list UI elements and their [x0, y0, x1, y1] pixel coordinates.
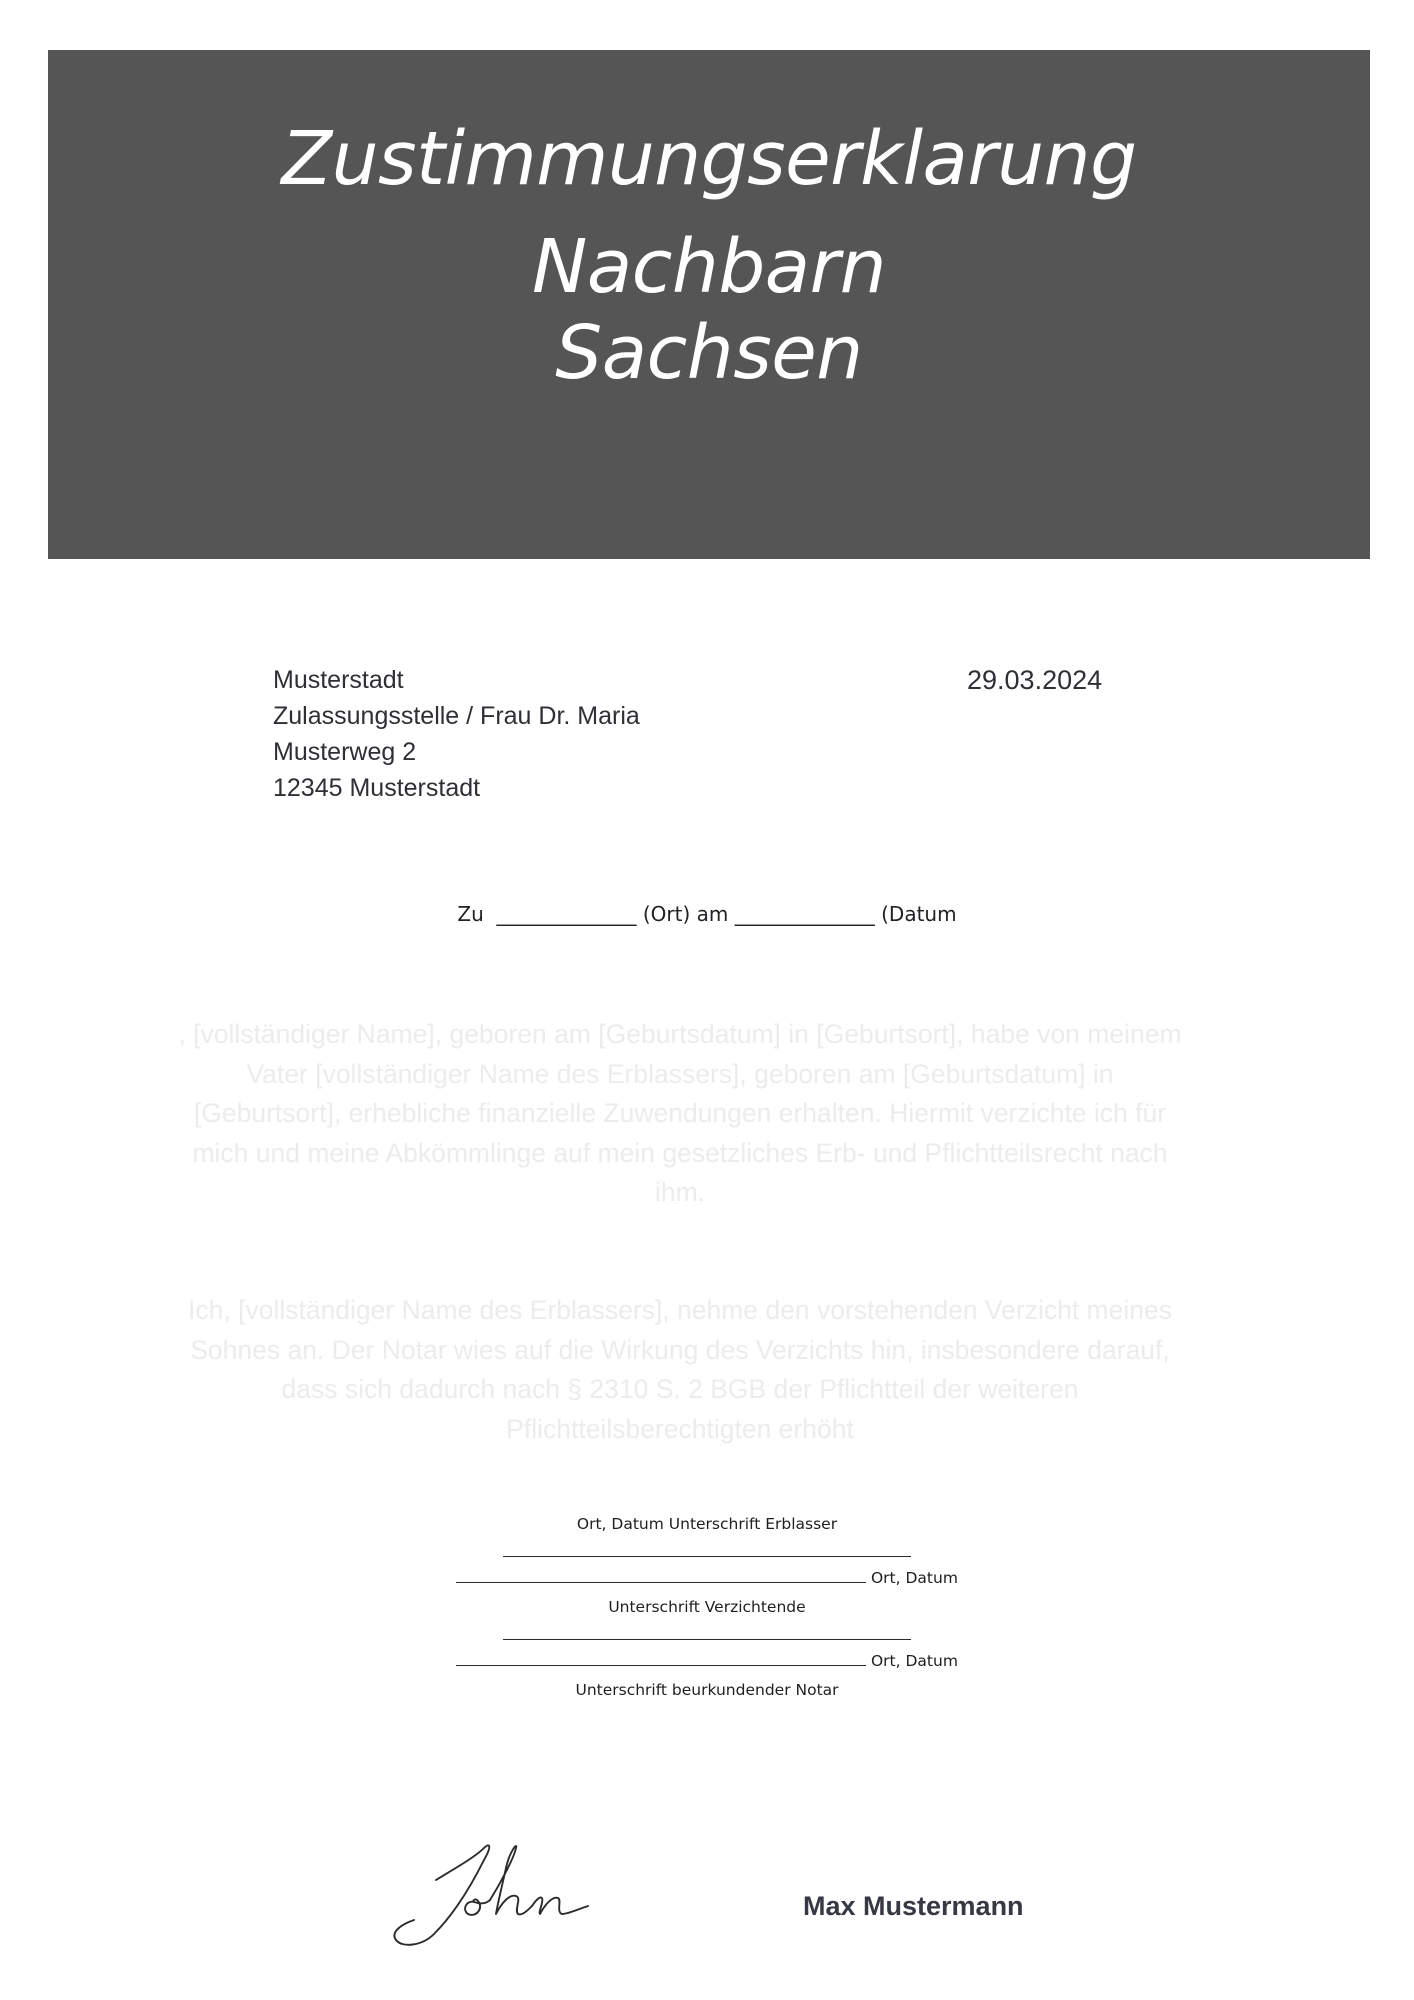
document-title-line-3: Sachsen: [555, 310, 863, 396]
document-title-line-2: Nachbarn: [532, 224, 886, 310]
signer-name: Max Mustermann: [803, 1891, 1024, 1921]
signature-line: [503, 1556, 911, 1557]
signature-line: [456, 1582, 866, 1583]
label-testator-signature: Ort, Datum Unterschrift Erblasser: [576, 1515, 838, 1533]
title-banner: [48, 50, 1370, 559]
address-line: Musterstadt: [273, 666, 404, 694]
address-line: 12345 Musterstadt: [273, 774, 481, 802]
date-suffix: (Datum: [881, 902, 957, 926]
label-renouncer-signature: Unterschrift Verzichtende: [608, 1598, 806, 1616]
label-notary-signature: Unterschrift beurkundender Notar: [575, 1681, 839, 1699]
recipient-address: [273, 662, 640, 806]
place-prefix: Zu: [457, 902, 484, 926]
place-date-row: [0, 1569, 1414, 1587]
place-date-line: [0, 902, 1414, 926]
place-middle: (Ort) am: [642, 902, 729, 926]
signature-line: [456, 1665, 866, 1666]
signature-line: [503, 1639, 911, 1640]
document-title-line-1: Zustimmungserklarung: [281, 116, 1137, 202]
address-line: Zulassungsstelle / Frau Dr. Maria: [273, 702, 640, 730]
label-place-date: Ort, Datum: [870, 1652, 958, 1670]
date-blank: ______________: [734, 902, 875, 926]
label-place-date: Ort, Datum: [870, 1569, 958, 1587]
signature-rule: [0, 1626, 1414, 1644]
letter-date: 29.03.2024: [967, 665, 1103, 695]
place-date-row: [0, 1652, 1414, 1670]
handwritten-signature: [392, 1840, 592, 1950]
acceptance-paragraph: Ich, [vollständiger Name des Erblassers], nehme den vorstehenden Verzicht meines Sohnes an. Der Notar wies auf die Wirkung des Verzichts hin, insbesondere darauf, dass sich dadurch nach § 2310 S. 2 BGB der Pflichtteil der weiteren Pflichtteilsberechtigten erhöht: [188, 1295, 1172, 1444]
signature-rule: [0, 1543, 1414, 1561]
renunciation-paragraph: , [vollständiger Name], geboren am [Geburtsdatum] in [Geburtsort], habe von meinem Vater [vollständiger Name des Erblassers], geboren am [Geburtsdatum] in [Geburtsort], erhebliche finanzielle Zuwendungen erhalten. Hiermit verzichte ich für mich und meine Abkömmlinge auf mein gesetzliches Erb- und Pflichtteilsrecht nach ihm.: [178, 1019, 1182, 1207]
place-blank: ______________: [496, 902, 637, 926]
address-line: Musterweg 2: [273, 738, 417, 766]
